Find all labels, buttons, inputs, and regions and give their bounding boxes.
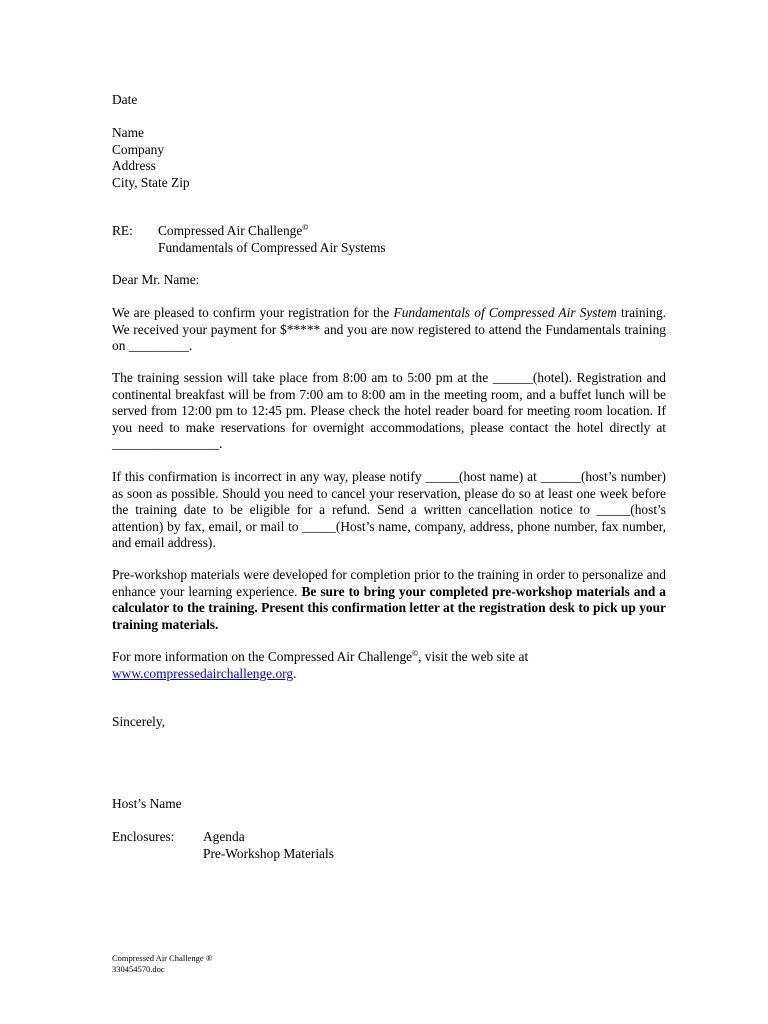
enclosures-label: Enclosures:	[112, 829, 175, 844]
footer-line-2: 330454570.doc	[112, 964, 165, 974]
course-title: Fundamentals of Compressed Air System	[393, 305, 617, 320]
paragraph-pre-workshop	[112, 567, 666, 633]
re-line-1	[158, 223, 386, 240]
paragraph-session-details: The training session will take place from 8:00 am to 5:00 pm at the ______(hotel). Registration and continental breakfast will be from 7:00 am to 8:00 am in the meeting room, and a buffet lunch will be served from 12:00 pm to 12:45 pm. Please check the hotel reader board for meeting room location. If you need to make reservations for overnight accommodations, please contact the hotel directly at ________________.	[112, 370, 666, 451]
recipient-address	[112, 125, 666, 191]
copyright-mark: ©	[302, 223, 309, 232]
website-link[interactable]: www.compressedairchallenge.org	[112, 665, 294, 681]
more-info-part2: , visit the web site at	[418, 649, 529, 664]
website-trail: .	[293, 665, 297, 681]
closing: Sincerely,	[112, 714, 166, 729]
salutation: Dear Mr. Name:	[112, 272, 200, 287]
re-line-2: Fundamentals of Compressed Air Systems	[158, 239, 386, 255]
date-line	[112, 92, 666, 109]
re-line-1-text: Compressed Air Challenge	[158, 223, 303, 238]
website-line	[112, 666, 666, 683]
paragraph-more-info	[112, 649, 666, 682]
signature-name: Host’s Name	[112, 796, 182, 811]
paragraph-pre-workshop-part1: Pre-workshop materials were developed for completion prior to the training in order to personalize and enhance your learning experience.	[112, 567, 666, 599]
more-info-part1: For more information on the Compressed Air Challenge	[112, 649, 413, 664]
recipient-address-line: Address	[112, 158, 156, 173]
recipient-city-state-zip: City, State Zip	[112, 174, 190, 190]
recipient-name: Name	[112, 125, 144, 140]
enclosure-item: Pre-Workshop Materials	[203, 845, 334, 861]
enclosure-item: Agenda	[203, 829, 245, 844]
paragraph-confirmation	[112, 305, 666, 355]
more-info-line	[112, 649, 666, 666]
paragraph-cancellation: If this confirmation is incorrect in any way, please notify _____(host name) at ______(host’s number) as soon as possible. Should you need to cancel your reservation, please do so at least one week before the training date to be eligible for a refund. Send a written cancellation notice to _____(host’s attention) by fax, email, or mail to _____(Host’s name, company, address, phone number, fax number, and email address).	[112, 469, 666, 550]
footer	[112, 953, 212, 975]
footer-line-1: Compressed Air Challenge ®	[112, 953, 213, 963]
paragraph-confirmation-part1: We are pleased to confirm your registration for the	[112, 305, 394, 320]
re-label: RE:	[112, 223, 133, 238]
paragraph-pre-workshop-bold: Be sure to bring your completed pre-workshop materials and a calculator to the training. Present this confirmation letter at the registration desk to pick up your training materials.	[112, 583, 666, 632]
paragraph-confirmation-part2: training. We received your payment for $***** and you are now registered to attend the Fundamentals training on _________.	[112, 305, 666, 353]
enclosures-list	[203, 829, 334, 862]
copyright-mark-2: ©	[412, 649, 419, 658]
recipient-company: Company	[112, 141, 165, 157]
date-text: Date	[112, 92, 138, 107]
re-subject	[158, 223, 386, 256]
